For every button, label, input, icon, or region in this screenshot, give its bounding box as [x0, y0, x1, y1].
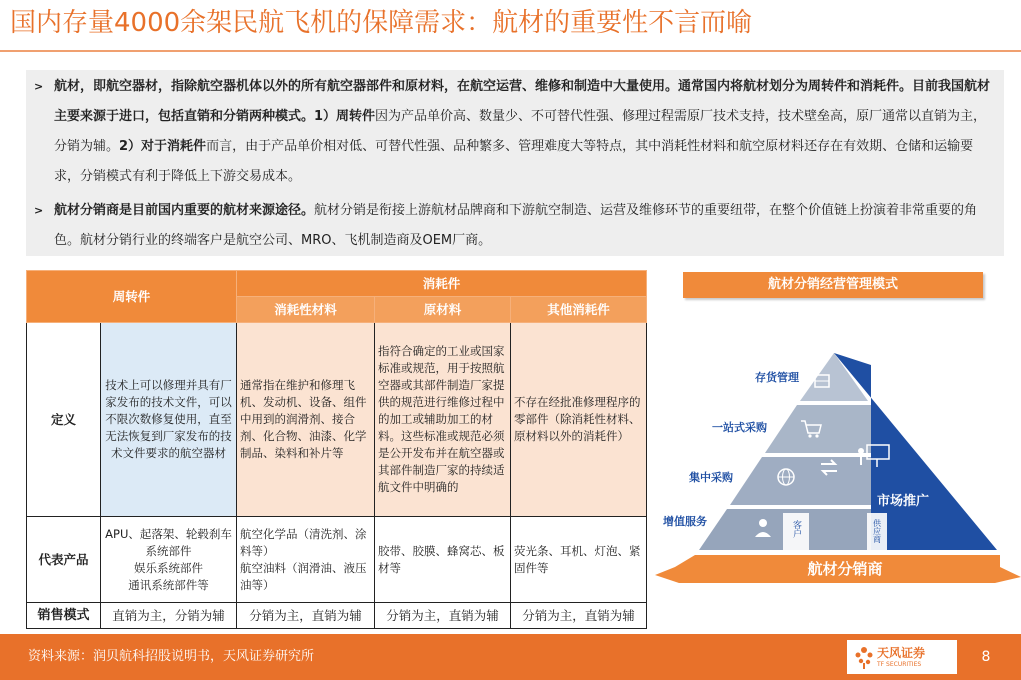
label-customer: 客户 [791, 520, 801, 538]
cell-products-raw-material: 胶带、胶膜、蜂窝芯、板材等 [375, 517, 511, 603]
summary-bullet-2 [34, 196, 996, 256]
cell-sales-raw-material: 分销为主，直销为辅 [375, 603, 511, 629]
bullet-1-bold-lead: 航材，即航空器材，指除航空器机体以外的所有航空器部件和原材料，在航空运营、维修和制造中大量使用。通常国内将航材划分为周转件和消耗件。目前我国航材主要来源于进口，包括直销和分销两种模式。1）周转件 [54, 79, 991, 124]
table-row [27, 323, 647, 517]
summary-box [26, 70, 1004, 256]
pyramid-svg [655, 305, 1021, 605]
row-label-products: 代表产品 [27, 517, 101, 603]
pyramid-left-tier-2 [765, 405, 871, 453]
cell-definition-other-consumable: 不存在经批准修理程序的零部件（除消耗性材料、原材料以外的消耗件） [511, 323, 647, 517]
label-market-promotion: 市场推广 [876, 494, 930, 509]
pyramid-left-tier-3 [730, 457, 871, 505]
label-centralized-purchase: 集中采购 [689, 471, 733, 484]
logo-mark-icon [853, 644, 875, 670]
source-note: 资料来源：润贝航科招股说明书，天风证券研究所 [28, 649, 315, 664]
parts-classification-table [26, 270, 647, 629]
subheader-raw-material: 原材料 [375, 297, 511, 323]
page-title: 国内存量4000余架民航飞机的保障需求：航材的重要性不言而喻 [10, 8, 753, 38]
summary-bullet-1 [34, 72, 996, 192]
pyramid-title: 航材分销经营管理模式 [683, 272, 983, 298]
cell-products-rotable: APU、起落架、轮毂刹车系统部件 娱乐系统部件 通讯系统部件等 [101, 517, 237, 603]
bullet-1-text-a: 因为产品单价高、数量少、不可替代性强、修理过程需原厂技术支持，技术壁垒高，原厂通常以直销为主，分销为辅。 [54, 109, 987, 154]
bullet-2-bold-lead: 航材分销商是目前国内重要的航材来源途径。 [54, 203, 315, 218]
header-consumable: 消耗件 [237, 271, 647, 297]
header-rotable: 周转件 [27, 271, 237, 323]
cell-sales-rotable: 直销为主，分销为辅 [101, 603, 237, 629]
subheader-other-consumable: 其他消耗件 [511, 297, 647, 323]
table-row [27, 603, 647, 629]
bullet-2-text: 航材分销是衔接上游航材品牌商和下游航空制造、运营及维修环节的重要纽带，在整个价值链上扮演着非常重要的角色。航材分销行业的终端客户是航空公司、MRO、飞机制造商及OEM厂商。 [54, 203, 978, 248]
label-supplier: 供应商 [872, 519, 882, 543]
row-label-sales-mode: 销售模式 [27, 603, 101, 629]
title-divider [0, 50, 1021, 52]
bullet-1-text-b: 而言，由于产品单价相对低、可替代性强、品种繁多、管理难度大等特点，其中消耗性材料和航空原材料还存在有效期、仓储和运输要求，分销模式有利于降低上下游交易成本。 [54, 139, 974, 184]
subheader-consumable-material: 消耗性材料 [237, 297, 375, 323]
cell-sales-consumable-material: 分销为主，直销为辅 [237, 603, 375, 629]
footer-bar [0, 634, 1021, 680]
bullet-1-bold-mid: 2）对于消耗件 [119, 139, 207, 154]
bullet-arrow-icon: > [34, 204, 44, 217]
logo-subtext: TF SECURITIES [877, 661, 922, 668]
logo-text: 天风证券 [877, 646, 926, 660]
cell-definition-rotable: 技术上可以修理并具有厂家发布的技术文件，可以不限次数修复使用，直至无法恢复到厂家发布的技术文件要求的航空器材 [101, 323, 237, 517]
table-row [27, 517, 647, 603]
cell-definition-raw-material: 指符合确定的工业或国家标准或规范，用于按照航空器或其部件制造厂家提供的规范进行维修过程中的加工或辅助加工的材料。这些标准或规范必须是公开发布并在航空器或其部件制造厂家的持续适航文件中明确的 [375, 323, 511, 517]
label-one-stop-purchase: 一站式采购 [712, 421, 767, 434]
cell-sales-other-consumable: 分销为主，直销为辅 [511, 603, 647, 629]
cell-products-consumable-material: 航空化学品（清洗剂、涂料等） 航空油料（润滑油、液压油等） [237, 517, 375, 603]
label-distributor: 航材分销商 [807, 560, 883, 578]
label-inventory-management: 存货管理 [755, 371, 799, 384]
page-number: 8 [981, 649, 991, 665]
row-label-definition: 定义 [27, 323, 101, 517]
company-logo [847, 640, 957, 674]
label-value-added-service: 增值服务 [663, 515, 707, 528]
distribution-pyramid-diagram [655, 305, 1021, 605]
bullet-arrow-icon: > [34, 80, 44, 93]
cell-definition-consumable-material: 通常指在维护和修理飞机、发动机、设备、组件中用到的润滑剂、接合剂、化合物、油漆、化学制品、染料和补片等 [237, 323, 375, 517]
cell-products-other-consumable: 荧光条、耳机、灯泡、紧固件等 [511, 517, 647, 603]
